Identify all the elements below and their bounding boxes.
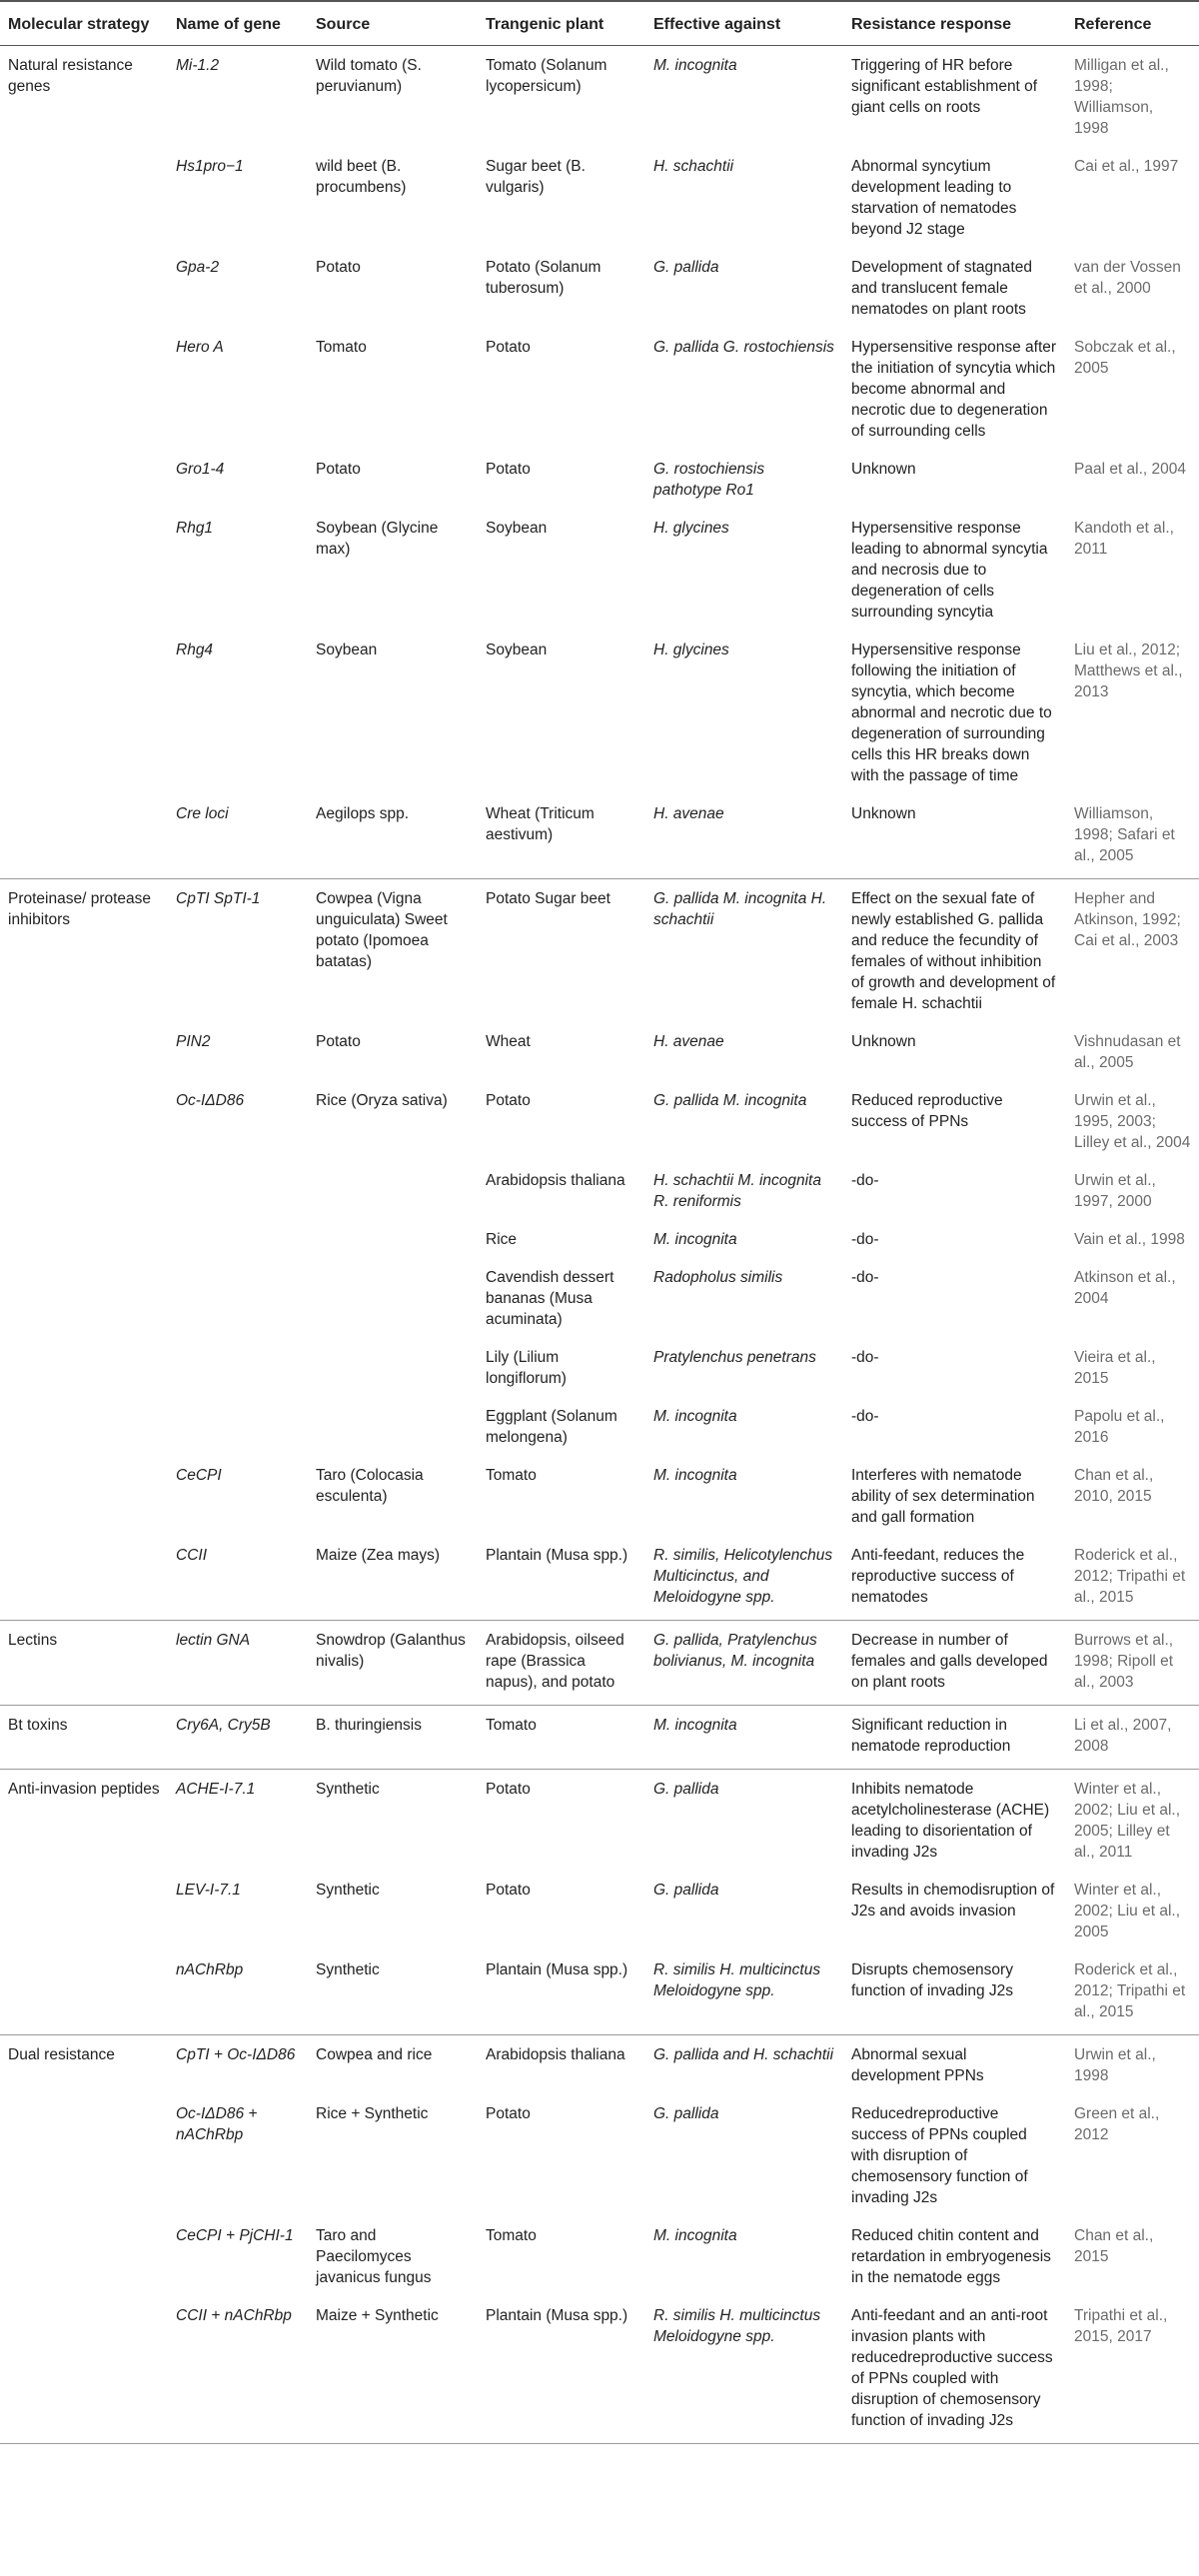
- reference-cell: van der Vossen et al., 2000: [1074, 259, 1181, 297]
- table-row: [0, 1161, 1199, 1220]
- gene-cell: CpTI + Oc-IΔD86: [176, 2046, 296, 2063]
- response-cell: -do-: [851, 1269, 879, 1286]
- target-cell: G. pallida M. incognita: [653, 1092, 807, 1109]
- plant-cell: Sugar beet (B. vulgaris): [486, 158, 586, 196]
- strategy-cell: [0, 147, 168, 248]
- reference-cell: Roderick et al., 2012; Tripathi et al., 2015: [1066, 1536, 1199, 1621]
- gene-cell: lectin GNA: [168, 1621, 308, 1706]
- strategy-cell: Proteinase/ protease inhibitors: [8, 890, 152, 928]
- column-header: Resistance response: [843, 0, 1066, 46]
- reference-cell: Sobczak et al., 2005: [1074, 339, 1176, 377]
- target-cell: H. avenae: [645, 794, 843, 879]
- target-cell: Radopholus similis: [653, 1269, 783, 1286]
- target-cell: G. pallida and H. schachtii: [653, 2046, 834, 2063]
- strategy-cell: [0, 1536, 168, 1621]
- gene-cell: ACHE-I-7.1: [176, 1781, 256, 1798]
- reference-cell: Urwin et al., 1995, 2003; Lilley et al., 2004: [1074, 1092, 1191, 1151]
- reference-cell: Winter et al., 2002; Liu et al., 2005; Lilley et al., 2011: [1074, 1781, 1180, 1861]
- source-cell: [308, 1161, 478, 1220]
- strategy-cell: [0, 1220, 168, 1258]
- gene-cell: Cre loci: [168, 794, 308, 879]
- strategy-cell: [0, 1081, 168, 1161]
- target-cell: R. similis H. multicinctus Meloidogyne spp.: [645, 1950, 843, 2035]
- reference-cell: Paal et al., 2004: [1074, 461, 1187, 478]
- response-cell: Hypersensitive response after the initiation of syncytia which become abnormal and necrotic due to degeneration of surrounding cells: [851, 339, 1057, 440]
- table-row: [0, 1258, 1199, 1338]
- table-row: [0, 1770, 1199, 1872]
- gene-cell: [168, 1161, 308, 1220]
- target-cell: H. schachtii: [653, 158, 734, 175]
- plant-cell: Soybean: [486, 520, 548, 537]
- target-cell: G. pallida: [653, 1882, 719, 1899]
- target-cell: Pratylenchus penetrans: [653, 1349, 816, 1366]
- reference-cell: Liu et al., 2012; Matthews et al., 2013: [1074, 642, 1183, 700]
- plant-cell: Potato (Solanum tuberosum): [486, 259, 601, 297]
- strategy-cell: [0, 509, 168, 631]
- source-cell: Soybean: [316, 642, 378, 658]
- strategy-cell: Natural resistance genes: [8, 57, 133, 95]
- gene-cell: Rhg4: [176, 642, 214, 658]
- source-cell: [308, 1397, 478, 1456]
- target-cell: G. pallida M. incognita H. schachtii: [653, 890, 827, 928]
- column-header: Source: [308, 0, 478, 46]
- table-header: [0, 0, 1199, 46]
- source-cell: Snowdrop (Galanthus nivalis): [308, 1621, 478, 1706]
- plant-cell: Potato Sugar beet: [486, 890, 610, 907]
- source-cell: Taro and Paecilomyces javanicus fungus: [316, 2227, 432, 2286]
- response-cell: -do-: [851, 1231, 879, 1248]
- top-rule: [0, 0, 1199, 2]
- strategy-cell: [0, 248, 168, 328]
- gene-cell: CeCPI: [176, 1467, 222, 1484]
- response-cell: Reducedreproductive success of PPNs coupled with disruption of chemosensory function of invading J2s: [851, 2105, 1028, 2206]
- table-row: [0, 1536, 1199, 1621]
- table-row: [0, 2035, 1199, 2095]
- table-row: [0, 1220, 1199, 1258]
- strategy-cell: [0, 450, 168, 509]
- table-row: [0, 1621, 1199, 1706]
- reference-cell: Winter et al., 2002; Liu et al., 2005: [1074, 1882, 1180, 1940]
- gene-cell: CeCPI + PjCHI-1: [176, 2227, 294, 2244]
- table-row: [0, 1081, 1199, 1161]
- strategy-cell: [0, 1258, 168, 1338]
- plant-cell: Arabidopsis, oilseed rape (Brassica napus), and potato: [478, 1621, 645, 1706]
- reference-cell: Roderick et al., 2012; Tripathi et al., 2015: [1066, 1950, 1199, 2035]
- source-cell: Maize (Zea mays): [308, 1536, 478, 1621]
- source-cell: Tomato: [316, 339, 367, 356]
- target-cell: R. similis, Helicotylenchus Multicinctus, and Meloidogyne spp.: [645, 1536, 843, 1621]
- source-cell: Potato: [316, 1033, 361, 1050]
- strategy-cell: [0, 1338, 168, 1397]
- source-cell: [308, 1220, 478, 1258]
- table-row: [0, 631, 1199, 794]
- strategy-cell: Anti-invasion peptides: [8, 1781, 160, 1798]
- target-cell: M. incognita: [653, 2227, 737, 2244]
- source-cell: Taro (Colocasia esculenta): [316, 1467, 424, 1505]
- plant-cell: Potato: [486, 1882, 531, 1899]
- strategy-cell: [0, 328, 168, 450]
- strategy-cell: [0, 1871, 168, 1950]
- table-row: [0, 2216, 1199, 2296]
- response-cell: Hypersensitive response leading to abnormal syncytia and necrosis due to degeneration of cells surrounding syncytia: [851, 520, 1048, 621]
- response-cell: Reduced chitin content and retardation in embryogenesis in the nematode eggs: [851, 2227, 1051, 2286]
- column-header: Effective against: [645, 0, 843, 46]
- target-cell: M. incognita: [645, 1706, 843, 1770]
- table-row: [0, 794, 1199, 879]
- strategy-cell: Lectins: [0, 1621, 168, 1706]
- plant-cell: Tomato (Solanum lycopersicum): [486, 57, 607, 95]
- gene-cell: Gpa-2: [176, 259, 220, 276]
- reference-cell: Tripathi et al., 2015, 2017: [1066, 2296, 1199, 2444]
- response-cell: Abnormal sexual development PPNs: [851, 2046, 984, 2084]
- response-cell: Unknown: [843, 794, 1066, 879]
- plant-cell: Tomato: [486, 1467, 537, 1484]
- table-row: [0, 2094, 1199, 2216]
- plant-cell: Potato: [486, 1781, 531, 1798]
- target-cell: G. pallida, Pratylenchus bolivianus, M. incognita: [645, 1621, 843, 1706]
- header-row: [0, 0, 1199, 46]
- reference-cell: Vishnudasan et al., 2005: [1074, 1033, 1181, 1071]
- table-row: [0, 1456, 1199, 1536]
- strategy-cell: [0, 1456, 168, 1536]
- source-cell: Wild tomato (S. peruvianum): [316, 57, 422, 95]
- reference-cell: Kandoth et al., 2011: [1074, 520, 1174, 558]
- source-cell: Soybean (Glycine max): [316, 520, 439, 558]
- reference-cell: Williamson, 1998; Safari et al., 2005: [1066, 794, 1199, 879]
- response-cell: Anti-feedant, reduces the reproductive success of nematodes: [843, 1536, 1066, 1621]
- source-cell: Cowpea and rice: [316, 2046, 433, 2063]
- reference-cell: Urwin et al., 1998: [1074, 2046, 1156, 2084]
- source-cell: wild beet (B. procumbens): [316, 158, 407, 196]
- column-header: Molecular strategy: [0, 0, 168, 46]
- response-cell: Triggering of HR before significant establishment of giant cells on roots: [851, 57, 1038, 116]
- target-cell: G. rostochiensis pathotype Ro1: [653, 461, 765, 499]
- table-row: [0, 1022, 1199, 1081]
- table-row: [0, 509, 1199, 631]
- strategy-cell: [0, 794, 168, 879]
- response-cell: -do-: [851, 1349, 879, 1366]
- table-row: [0, 46, 1199, 148]
- reference-cell: Urwin et al., 1997, 2000: [1074, 1172, 1156, 1210]
- reference-cell: Milligan et al., 1998; Williamson, 1998: [1074, 57, 1169, 137]
- response-cell: Reduced reproductive success of PPNs: [851, 1092, 1003, 1130]
- reference-cell: Green et al., 2012: [1074, 2105, 1160, 2143]
- source-cell: Potato: [316, 461, 361, 478]
- target-cell: M. incognita: [653, 1231, 737, 1248]
- plant-cell: Potato: [486, 2105, 531, 2122]
- plant-cell: Tomato: [478, 1706, 645, 1770]
- target-cell: M. incognita: [653, 1408, 737, 1425]
- plant-cell: Plantain (Musa spp.): [478, 2296, 645, 2444]
- gene-cell: nAChRbp: [168, 1950, 308, 2035]
- reference-cell: Cai et al., 1997: [1074, 158, 1179, 175]
- plant-cell: Rice: [486, 1231, 518, 1248]
- plant-cell: Soybean: [486, 642, 548, 658]
- strategy-cell: [0, 1022, 168, 1081]
- plant-cell: Tomato: [486, 2227, 537, 2244]
- response-cell: Anti-feedant and an anti-root invasion plants with reducedreproductive success of PPNs coupled with disruption of chemosensory function of invading J2s: [843, 2296, 1066, 2444]
- reference-cell: Vain et al., 1998: [1074, 1231, 1185, 1248]
- table-row: [0, 147, 1199, 248]
- table-row: [0, 2296, 1199, 2444]
- source-cell: [308, 1338, 478, 1397]
- gene-cell: [168, 1397, 308, 1456]
- gene-cell: CpTI SpTI-1: [176, 890, 261, 907]
- plant-cell: Arabidopsis thaliana: [486, 2046, 625, 2063]
- strategy-cell: [0, 1397, 168, 1456]
- gene-cell: Oc-IΔD86 + nAChRbp: [176, 2105, 258, 2143]
- table-row: [0, 1706, 1199, 1770]
- plant-cell: Eggplant (Solanum melongena): [486, 1408, 617, 1446]
- target-cell: H. glycines: [653, 642, 729, 658]
- table-row: [0, 450, 1199, 509]
- reference-cell: Chan et al., 2010, 2015: [1074, 1467, 1154, 1505]
- response-cell: Unknown: [851, 461, 916, 478]
- source-cell: Synthetic: [308, 1950, 478, 2035]
- reference-cell: Papolu et al., 2016: [1074, 1408, 1165, 1446]
- target-cell: G. pallida: [653, 1781, 719, 1798]
- response-cell: Inhibits nematode acetylcholinesterase (ACHE) leading to disorientation of invading J2s: [851, 1781, 1050, 1861]
- table-row: [0, 1871, 1199, 1950]
- reference-cell: Hepher and Atkinson, 1992; Cai et al., 2003: [1074, 890, 1181, 949]
- target-cell: G. pallida: [653, 259, 719, 276]
- target-cell: M. incognita: [653, 1467, 737, 1484]
- strategy-cell: [0, 1950, 168, 2035]
- target-cell: G. pallida G. rostochiensis: [653, 339, 834, 356]
- source-cell: Synthetic: [316, 1781, 380, 1798]
- gene-cell: [168, 1258, 308, 1338]
- table-body: [0, 46, 1199, 2444]
- strategy-cell: [0, 2296, 168, 2444]
- plant-cell: Wheat: [486, 1033, 531, 1050]
- response-cell: Effect on the sexual fate of newly established G. pallida and reduce the fecundity of females of without inhibition of growth and development of female H. schachtii: [851, 890, 1056, 1012]
- table-row: [0, 879, 1199, 1023]
- strategy-cell: Dual resistance: [8, 2046, 115, 2063]
- gene-cell: LEV-I-7.1: [176, 1882, 241, 1899]
- source-cell: Maize + Synthetic: [308, 2296, 478, 2444]
- gene-cell: Cry6A, Cry5B: [168, 1706, 308, 1770]
- source-cell: B. thuringiensis: [308, 1706, 478, 1770]
- table-row: [0, 328, 1199, 450]
- table-row: [0, 1950, 1199, 2035]
- gene-cell: Gro1-4: [176, 461, 225, 478]
- response-cell: Development of stagnated and translucent female nematodes on plant roots: [851, 259, 1032, 318]
- plant-cell: Arabidopsis thaliana: [486, 1172, 625, 1189]
- gene-cell: [168, 1220, 308, 1258]
- plant-cell: Plantain (Musa spp.): [478, 1950, 645, 2035]
- response-cell: -do-: [851, 1408, 879, 1425]
- plant-cell: Wheat (Triticum aestivum): [478, 794, 645, 879]
- table-row: [0, 248, 1199, 328]
- source-cell: Cowpea (Vigna unguiculata) Sweet potato (Ipomoea batatas): [316, 890, 448, 970]
- plant-cell: Potato: [486, 339, 531, 356]
- plant-cell: Lily (Lilium longiflorum): [486, 1349, 567, 1387]
- reference-cell: Chan et al., 2015: [1074, 2227, 1154, 2265]
- strategy-cell: [0, 1161, 168, 1220]
- source-cell: Synthetic: [316, 1882, 380, 1899]
- gene-cell: Mi-1.2: [176, 57, 220, 74]
- plant-cell: Plantain (Musa spp.): [478, 1536, 645, 1621]
- source-cell: Rice + Synthetic: [316, 2105, 429, 2122]
- gene-cell: Hs1pro−1: [176, 158, 244, 175]
- table-row: [0, 1397, 1199, 1456]
- response-cell: Disrupts chemosensory function of invading J2s: [843, 1950, 1066, 2035]
- plant-cell: Potato: [486, 461, 531, 478]
- column-header: Name of gene: [168, 0, 308, 46]
- source-cell: Rice (Oryza sativa): [316, 1092, 448, 1109]
- table-row: [0, 1338, 1199, 1397]
- gene-cell: PIN2: [176, 1033, 211, 1050]
- response-cell: -do-: [851, 1172, 879, 1189]
- target-cell: H. schachtii M. incognita R. reniformis: [653, 1172, 821, 1210]
- gene-cell: CCII + nAChRbp: [168, 2296, 308, 2444]
- response-cell: Decrease in number of females and galls developed on plant roots: [843, 1621, 1066, 1706]
- response-cell: Abnormal syncytium development leading to starvation of nematodes beyond J2 stage: [851, 158, 1017, 238]
- column-header: Reference: [1066, 0, 1199, 46]
- strategy-cell: [0, 631, 168, 794]
- response-cell: Hypersensitive response following the initiation of syncytia, which become abnormal and necrotic due to degeneration of surrounding cells this HR breaks down with the passage of time: [851, 642, 1052, 784]
- plant-cell: Potato: [486, 1092, 531, 1109]
- source-cell: Potato: [316, 259, 361, 276]
- response-cell: Results in chemodisruption of J2s and avoids invasion: [851, 1882, 1055, 1920]
- column-header: Trangenic plant: [478, 0, 645, 46]
- gene-cell: Oc-IΔD86: [176, 1092, 245, 1109]
- source-cell: [308, 1258, 478, 1338]
- gene-cell: CCII: [168, 1536, 308, 1621]
- response-cell: Significant reduction in nematode reproduction: [843, 1706, 1066, 1770]
- plant-cell: Cavendish dessert bananas (Musa acuminata): [486, 1269, 614, 1328]
- reference-cell: Vieira et al., 2015: [1074, 1349, 1156, 1387]
- gene-cell: Rhg1: [176, 520, 214, 537]
- response-cell: Unknown: [851, 1033, 916, 1050]
- gene-cell: Hero A: [176, 339, 224, 356]
- gene-cell: [168, 1338, 308, 1397]
- reference-cell: Atkinson et al., 2004: [1074, 1269, 1176, 1307]
- strategy-cell: [0, 2216, 168, 2296]
- target-cell: M. incognita: [653, 57, 737, 74]
- reference-cell: Burrows et al., 1998; Ripoll et al., 2003: [1066, 1621, 1199, 1706]
- strategy-cell: Bt toxins: [0, 1706, 168, 1770]
- source-cell: Aegilops spp.: [308, 794, 478, 879]
- target-cell: H. avenae: [653, 1033, 724, 1050]
- reference-cell: Li et al., 2007, 2008: [1066, 1706, 1199, 1770]
- target-cell: G. pallida: [653, 2105, 719, 2122]
- response-cell: Interferes with nematode ability of sex determination and gall formation: [851, 1467, 1035, 1526]
- target-cell: H. glycines: [653, 520, 729, 537]
- target-cell: R. similis H. multicinctus Meloidogyne spp.: [645, 2296, 843, 2444]
- strategy-cell: [0, 2094, 168, 2216]
